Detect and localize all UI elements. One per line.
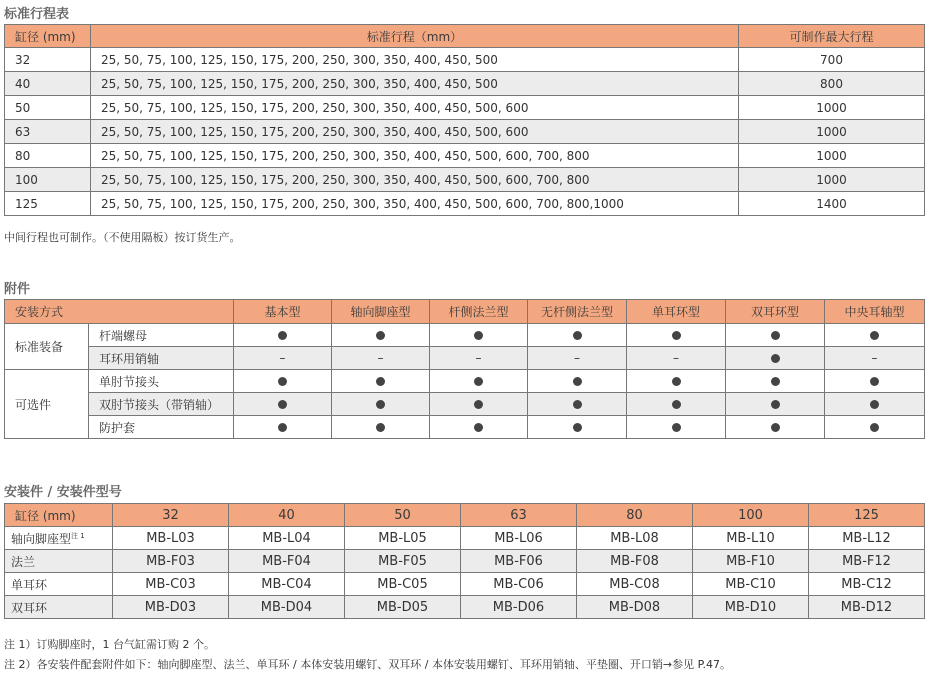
- model-number-cell: MB-D08: [577, 596, 693, 619]
- filled-dot-icon: [771, 377, 780, 386]
- accessory-mark-cell: [430, 393, 528, 416]
- mounting-title: 安装件 / 安装件型号: [4, 485, 122, 500]
- note-superscript: 注 1: [71, 531, 85, 540]
- dash-mark: –: [574, 351, 581, 365]
- stroke-bore-cell: 63: [5, 120, 91, 144]
- accessory-mark-cell: [825, 324, 925, 347]
- accessory-mark-cell: [825, 393, 925, 416]
- stroke-row: [5, 192, 925, 216]
- model-number-cell: MB-C03: [113, 573, 229, 596]
- header-bore-column: 125: [809, 504, 925, 527]
- accessory-mark-cell: [627, 416, 726, 439]
- dash-mark: –: [475, 351, 482, 365]
- filled-dot-icon: [573, 423, 582, 432]
- accessory-item-label: 双肘节接头（带销轴）: [89, 393, 234, 416]
- model-number-cell: MB-C08: [577, 573, 693, 596]
- accessory-mark-cell: [528, 347, 627, 370]
- accessory-mark-cell: [430, 370, 528, 393]
- mounting-note-2: 注 2）各安装件配套附件如下：轴向脚座型、法兰、单耳环 / 本体安装用螺钉、双耳环 / 本体安装用螺钉、耳环用销轴、平垫圈、开口销→参见 P.47。: [4, 658, 732, 671]
- accessory-item-label: 防护套: [89, 416, 234, 439]
- model-number-cell: MB-C10: [693, 573, 809, 596]
- filled-dot-icon: [474, 400, 483, 409]
- model-number-cell: MB-F06: [461, 550, 577, 573]
- filled-dot-icon: [672, 423, 681, 432]
- accessory-mark-cell: [332, 393, 430, 416]
- header-max-stroke: 可制作最大行程: [739, 25, 925, 48]
- accessory-mark-cell: [332, 370, 430, 393]
- mounting-type-name: 单耳环: [11, 577, 48, 592]
- mounting-row: [5, 573, 925, 596]
- dash-mark: –: [377, 351, 384, 365]
- filled-dot-icon: [771, 354, 780, 363]
- stroke-row: [5, 144, 925, 168]
- model-number-cell: MB-F08: [577, 550, 693, 573]
- dash-mark: –: [673, 351, 680, 365]
- accessory-row: [5, 324, 925, 347]
- header-bore-column: 80: [577, 504, 693, 527]
- filled-dot-icon: [771, 423, 780, 432]
- stroke-bore-cell: 125: [5, 192, 91, 216]
- accessory-row: [5, 347, 925, 370]
- accessory-row: [5, 393, 925, 416]
- filled-dot-icon: [672, 377, 681, 386]
- header-mount-column: 基本型: [234, 300, 332, 324]
- stroke-table: [4, 24, 925, 216]
- accessory-mark-cell: [726, 324, 825, 347]
- mounting-type-name: 轴向脚座型: [11, 531, 72, 546]
- model-number-cell: MB-L06: [461, 527, 577, 550]
- header-bore-column: 63: [461, 504, 577, 527]
- model-number-cell: MB-D10: [693, 596, 809, 619]
- accessory-mark-cell: [430, 416, 528, 439]
- header-mount-column: 中央耳轴型: [825, 300, 925, 324]
- stroke-max-cell: 1000: [739, 96, 925, 120]
- accessory-mark-cell: [234, 393, 332, 416]
- mounting-type-label: [5, 550, 113, 573]
- accessory-mark-cell: [332, 347, 430, 370]
- model-number-cell: MB-L08: [577, 527, 693, 550]
- stroke-row: [5, 168, 925, 192]
- filled-dot-icon: [278, 331, 287, 340]
- stroke-max-cell: 1400: [739, 192, 925, 216]
- filled-dot-icon: [870, 331, 879, 340]
- header-mount-type: 安装方式: [5, 300, 234, 324]
- model-number-cell: MB-D04: [229, 596, 345, 619]
- stroke-values-cell: 25, 50, 75, 100, 125, 150, 175, 200, 250, 300, 350, 400, 450, 500, 600, 700, 800: [91, 168, 739, 192]
- accessory-mark-cell: [234, 416, 332, 439]
- accessory-mark-cell: [430, 347, 528, 370]
- model-number-cell: MB-F12: [809, 550, 925, 573]
- accessory-row: [5, 370, 925, 393]
- mounting-table: [4, 503, 925, 619]
- accessory-mark-cell: [528, 324, 627, 347]
- header-standard-stroke: 标准行程（mm）: [91, 25, 739, 48]
- accessory-mark-cell: [332, 416, 430, 439]
- stroke-max-cell: 1000: [739, 144, 925, 168]
- model-number-cell: MB-C12: [809, 573, 925, 596]
- model-number-cell: MB-C05: [345, 573, 461, 596]
- mounting-note-1: 注 1）订购脚座时，1 台气缸需订购 2 个。: [4, 638, 215, 651]
- accessory-mark-cell: [726, 393, 825, 416]
- filled-dot-icon: [474, 377, 483, 386]
- accessory-mark-cell: [528, 393, 627, 416]
- accessory-mark-cell: [528, 416, 627, 439]
- filled-dot-icon: [376, 400, 385, 409]
- stroke-note: 中间行程也可制作。（不使用隔板）按订货生产。: [4, 231, 241, 244]
- filled-dot-icon: [573, 400, 582, 409]
- stroke-bore-cell: 80: [5, 144, 91, 168]
- header-bore-column: 40: [229, 504, 345, 527]
- accessory-mark-cell: [234, 324, 332, 347]
- model-number-cell: MB-D06: [461, 596, 577, 619]
- stroke-values-cell: 25, 50, 75, 100, 125, 150, 175, 200, 250, 300, 350, 400, 450, 500: [91, 48, 739, 72]
- stroke-max-cell: 700: [739, 48, 925, 72]
- accessory-mark-cell: [825, 370, 925, 393]
- dash-mark: –: [279, 351, 286, 365]
- accessory-group-label: 标准装备: [5, 324, 89, 370]
- accessory-item-label: 杆端螺母: [89, 324, 234, 347]
- stroke-table-title: 标准行程表: [4, 7, 70, 22]
- stroke-max-cell: 800: [739, 72, 925, 96]
- stroke-row: [5, 96, 925, 120]
- filled-dot-icon: [672, 400, 681, 409]
- header-bore-column: 50: [345, 504, 461, 527]
- stroke-max-cell: 1000: [739, 120, 925, 144]
- filled-dot-icon: [870, 423, 879, 432]
- model-number-cell: MB-D12: [809, 596, 925, 619]
- header-mount-column: 双耳环型: [726, 300, 825, 324]
- mounting-type-name: 双耳环: [11, 600, 48, 615]
- model-number-cell: MB-L03: [113, 527, 229, 550]
- model-number-cell: MB-F04: [229, 550, 345, 573]
- stroke-row: [5, 72, 925, 96]
- stroke-max-cell: 1000: [739, 168, 925, 192]
- stroke-bore-cell: 100: [5, 168, 91, 192]
- accessory-group-label: 可选件: [5, 370, 89, 439]
- stroke-values-cell: 25, 50, 75, 100, 125, 150, 175, 200, 250, 300, 350, 400, 450, 500, 600, 700, 800,1000: [91, 192, 739, 216]
- header-bore-column: 100: [693, 504, 809, 527]
- accessory-mark-cell: [234, 347, 332, 370]
- accessories-title: 附件: [4, 282, 31, 297]
- model-number-cell: MB-L04: [229, 527, 345, 550]
- model-number-cell: MB-F05: [345, 550, 461, 573]
- filled-dot-icon: [771, 400, 780, 409]
- filled-dot-icon: [573, 377, 582, 386]
- mounting-type-label: [5, 573, 113, 596]
- filled-dot-icon: [672, 331, 681, 340]
- accessories-table: [4, 299, 925, 439]
- model-number-cell: MB-L10: [693, 527, 809, 550]
- accessory-mark-cell: [627, 393, 726, 416]
- accessory-mark-cell: [627, 370, 726, 393]
- accessory-mark-cell: [234, 370, 332, 393]
- model-number-cell: MB-C06: [461, 573, 577, 596]
- header-mount-column: 单耳环型: [627, 300, 726, 324]
- mounting-type-label: [5, 596, 113, 619]
- filled-dot-icon: [278, 423, 287, 432]
- model-number-cell: MB-D03: [113, 596, 229, 619]
- accessory-mark-cell: [726, 416, 825, 439]
- dash-mark: –: [871, 351, 878, 365]
- accessory-mark-cell: [825, 347, 925, 370]
- accessory-item-label: 单肘节接头: [89, 370, 234, 393]
- filled-dot-icon: [376, 423, 385, 432]
- header-mount-column: 无杆侧法兰型: [528, 300, 627, 324]
- stroke-bore-cell: 40: [5, 72, 91, 96]
- model-number-cell: MB-C04: [229, 573, 345, 596]
- filled-dot-icon: [278, 377, 287, 386]
- stroke-values-cell: 25, 50, 75, 100, 125, 150, 175, 200, 250, 300, 350, 400, 450, 500: [91, 72, 739, 96]
- stroke-values-cell: 25, 50, 75, 100, 125, 150, 175, 200, 250, 300, 350, 400, 450, 500, 600, 700, 800: [91, 144, 739, 168]
- accessory-mark-cell: [528, 370, 627, 393]
- filled-dot-icon: [278, 400, 287, 409]
- header-bore: 缸径 (mm): [5, 25, 91, 48]
- header-bore-mm: 缸径 (mm): [5, 504, 113, 527]
- accessory-mark-cell: [726, 347, 825, 370]
- filled-dot-icon: [573, 331, 582, 340]
- stroke-row: [5, 120, 925, 144]
- model-number-cell: MB-F10: [693, 550, 809, 573]
- filled-dot-icon: [474, 331, 483, 340]
- mounting-row: [5, 527, 925, 550]
- filled-dot-icon: [870, 377, 879, 386]
- mounting-row: [5, 596, 925, 619]
- stroke-values-cell: 25, 50, 75, 100, 125, 150, 175, 200, 250, 300, 350, 400, 450, 500, 600: [91, 120, 739, 144]
- accessory-mark-cell: [726, 370, 825, 393]
- filled-dot-icon: [870, 400, 879, 409]
- model-number-cell: MB-L12: [809, 527, 925, 550]
- accessory-mark-cell: [430, 324, 528, 347]
- model-number-cell: MB-L05: [345, 527, 461, 550]
- accessory-mark-cell: [332, 324, 430, 347]
- mounting-row: [5, 550, 925, 573]
- filled-dot-icon: [771, 331, 780, 340]
- stroke-bore-cell: 32: [5, 48, 91, 72]
- stroke-row: [5, 48, 925, 72]
- header-mount-column: 杆侧法兰型: [430, 300, 528, 324]
- header-mount-column: 轴向脚座型: [332, 300, 430, 324]
- accessory-mark-cell: [627, 324, 726, 347]
- mounting-type-name: 法兰: [11, 554, 36, 569]
- accessory-item-label: 耳环用销轴: [89, 347, 234, 370]
- filled-dot-icon: [376, 331, 385, 340]
- model-number-cell: MB-D05: [345, 596, 461, 619]
- mounting-type-label: [5, 527, 113, 550]
- accessory-row: [5, 416, 925, 439]
- stroke-bore-cell: 50: [5, 96, 91, 120]
- header-bore-column: 32: [113, 504, 229, 527]
- filled-dot-icon: [376, 377, 385, 386]
- stroke-values-cell: 25, 50, 75, 100, 125, 150, 175, 200, 250, 300, 350, 400, 450, 500, 600: [91, 96, 739, 120]
- filled-dot-icon: [474, 423, 483, 432]
- model-number-cell: MB-F03: [113, 550, 229, 573]
- accessory-mark-cell: [825, 416, 925, 439]
- accessory-mark-cell: [627, 347, 726, 370]
